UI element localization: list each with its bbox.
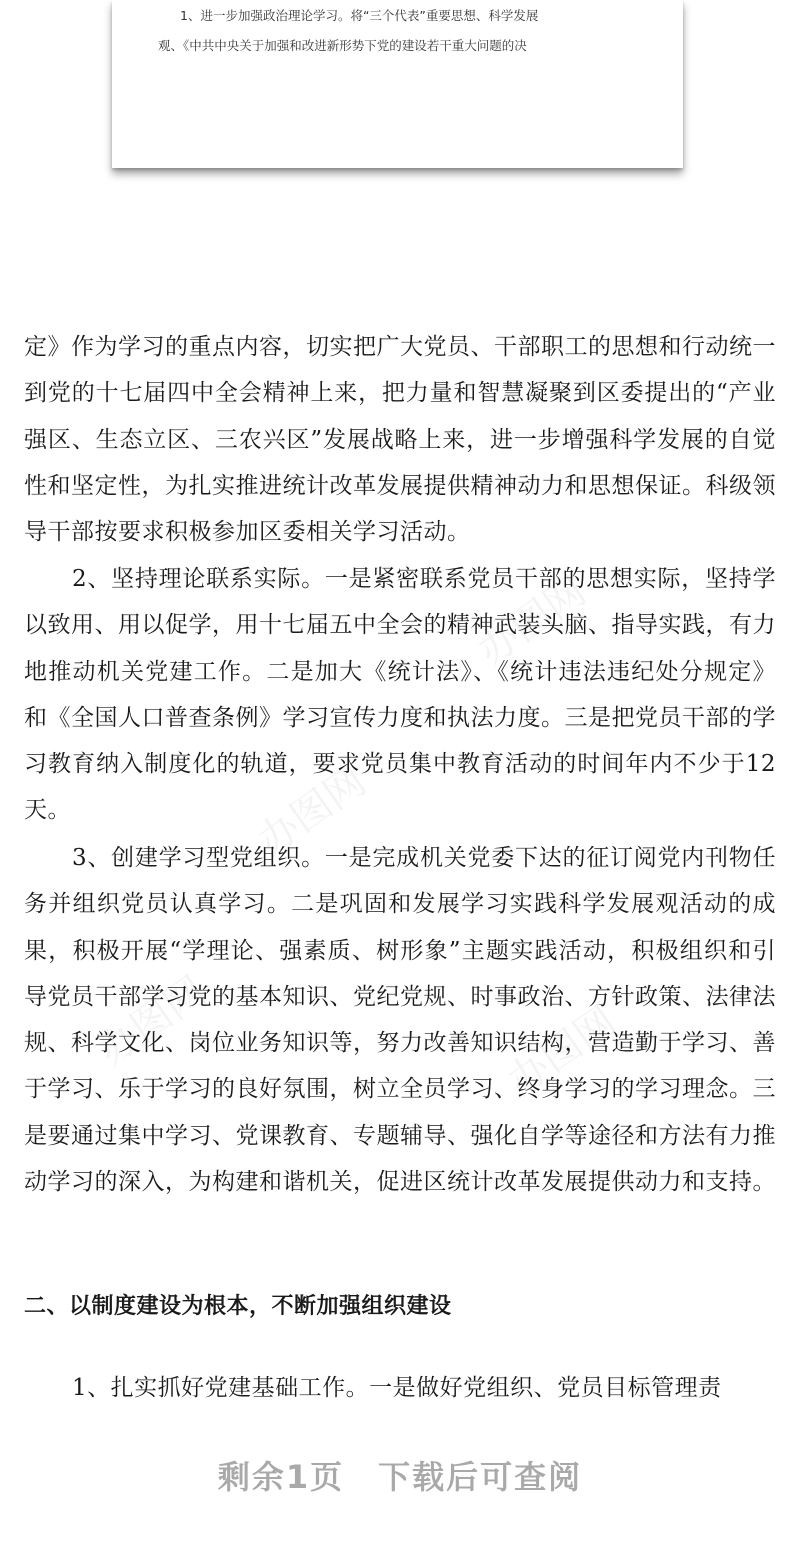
remaining-pages-banner[interactable]: 剩余1页 下载后可查阅 xyxy=(217,1458,583,1496)
paragraph-4: 1、扎实抓好党建基础工作。一是做好党组织、党员目标管理责 xyxy=(72,1375,722,1401)
preview-page-card xyxy=(112,0,683,168)
section-heading-2: 二、以制度建设为根本，不断加强组织建设 xyxy=(24,1294,452,1319)
preview-line-1: 1、进一步加强政治理论学习。将“三个代表”重要思想、科学发展 xyxy=(180,8,539,23)
paragraph-1: 定》作为学习的重点内容，切实把广大党员、干部职工的思想和行动统一到党的十七届四中全会精神上来，把力量和智慧凝聚到区委提出的“产业强区、生态立区、三农兴区”发展战略上来，进一步增强科学发展的自觉性和坚定性，为扎实推进统计改革发展提供精神动力和思想保证。科级领导干部按要求积极参加区委相关学习活动。 xyxy=(24,334,776,546)
preview-line-2: 观、《中共中央关于加强和改进新形势下党的建设若干重大问题的决 xyxy=(158,38,527,53)
paragraph-3: 3、创建学习型党组织。一是完成机关党委下达的征订阅党内刊物任务并组织党员认真学习。二是巩固和发展学习实践科学发展观活动的成果，积极开展“学理论、强素质、树形象”主题实践活动，积极组织和引导党员干部学习党的基本知识、党纪党规、时事政治、方针政策、法律法规、科学文化、岗位业务知识等，努力改善知识结构，营造勤于学习、善于学习、乐于学习的良好氛围，树立全员学习、终身学习的学习理念。三是要通过集中学习、党课教育、专题辅导、强化自学等途径和方法有力推动学习的深入，为构建和谐机关，促进区统计改革发展提供动力和支持。 xyxy=(24,845,776,1196)
paragraph-2: 2、坚持理论联系实际。一是紧密联系党员干部的思想实际，坚持学以致用、用以促学，用十七届五中全会的精神武装头脑、指导实践，有力地推动机关党建工作。二是加大《统计法》、《统计违法违纪处分规定》和《全国人口普查条例》学习宣传力度和执法力度。三是把党员干部的学习教育纳入制度化的轨道，要求党员集中教育活动的时间年内不少于12天。 xyxy=(24,566,776,824)
